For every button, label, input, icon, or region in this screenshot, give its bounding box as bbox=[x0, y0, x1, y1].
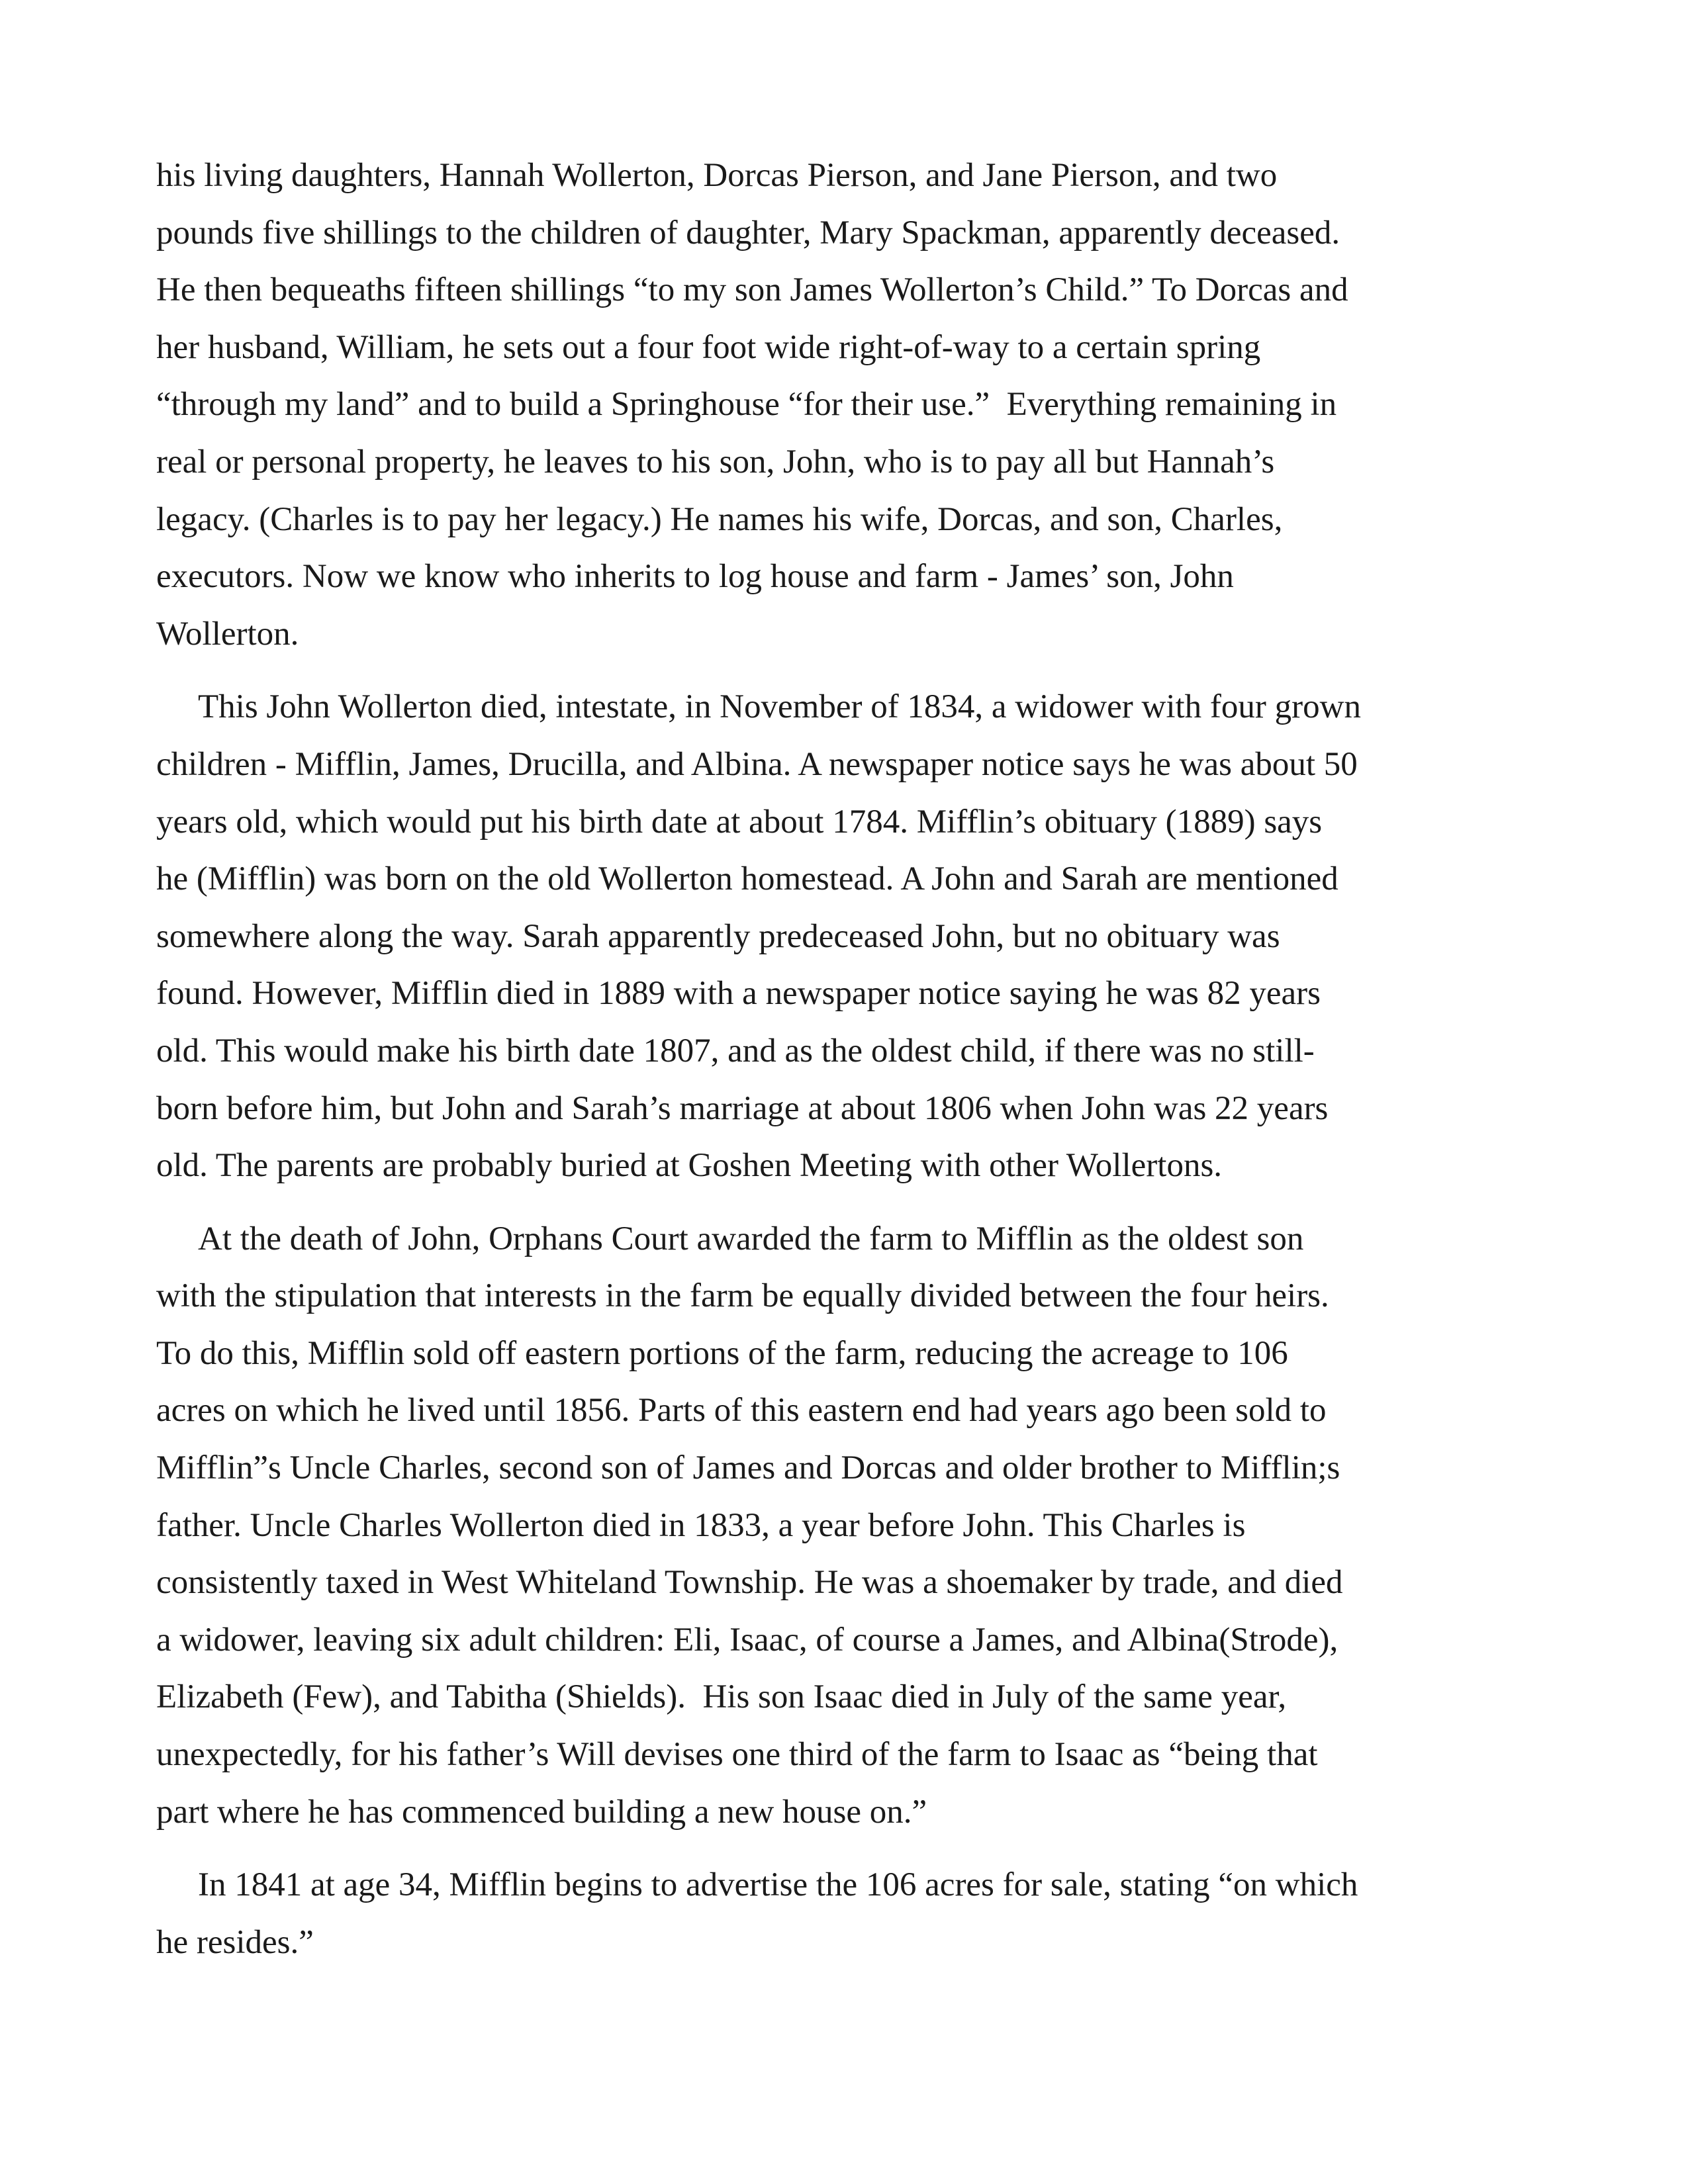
text-line: He then bequeaths fifteen shillings “to my son James Wollerton’s Child.” To Dorcas and bbox=[156, 271, 1348, 309]
text-line: In 1841 at age 34, Mifflin begins to advertise the 106 acres for sale, stating “on which bbox=[198, 1866, 1358, 1904]
text-line: children - Mifflin, James, Drucilla, and Albina. A newspaper notice says he was about 50 bbox=[156, 745, 1358, 783]
text-line: old. This would make his birth date 1807, and as the oldest child, if there was no still- bbox=[156, 1032, 1315, 1069]
text-line: a widower, leaving six adult children: Eli, Isaac, of course a James, and Albina(Strode), bbox=[156, 1621, 1338, 1659]
text-line: consistently taxed in West Whiteland Township. He was a shoemaker by trade, and died bbox=[156, 1564, 1343, 1602]
text-line: found. However, Mifflin died in 1889 with a newspaper notice saying he was 82 years bbox=[156, 975, 1321, 1013]
text-line: Elizabeth (Few), and Tabitha (Shields). His son Isaac died in July of the same year, bbox=[156, 1678, 1287, 1716]
paragraph-3 bbox=[156, 1210, 1536, 1841]
text-line: his living daughters, Hannah Wollerton, Dorcas Pierson, and Jane Pierson, and two bbox=[156, 157, 1278, 194]
text-line: with the stipulation that interests in the farm be equally divided between the four heirs. bbox=[156, 1277, 1329, 1315]
paragraph-4 bbox=[156, 1856, 1536, 1971]
text-line: born before him, but John and Sarah’s marriage at about 1806 when John was 22 years bbox=[156, 1089, 1329, 1127]
paragraph-2 bbox=[156, 678, 1536, 1194]
text-line: “through my land” and to build a Springhouse “for their use.” Everything remaining in bbox=[156, 386, 1337, 424]
text-line: pounds five shillings to the children of daughter, Mary Spackman, apparently deceased. bbox=[156, 214, 1340, 251]
text-line: Mifflin”s Uncle Charles, second son of James and Dorcas and older brother to Mifflin;s bbox=[156, 1449, 1340, 1487]
text-line: somewhere along the way. Sarah apparently predeceased John, but no obituary was bbox=[156, 917, 1280, 955]
text-line: executors. Now we know who inherits to log house and farm - James’ son, John bbox=[156, 558, 1234, 596]
text-line: This John Wollerton died, intestate, in November of 1834, a widower with four grown bbox=[198, 688, 1361, 726]
text-line: old. The parents are probably buried at Goshen Meeting with other Wollertons. bbox=[156, 1147, 1223, 1185]
text-line: her husband, William, he sets out a four foot wide right-of-way to a certain spring bbox=[156, 328, 1261, 366]
text-line: legacy. (Charles is to pay her legacy.) He names his wife, Dorcas, and son, Charles, bbox=[156, 500, 1283, 538]
text-line: acres on which he lived until 1856. Parts of this eastern end had years ago been sold to bbox=[156, 1392, 1327, 1430]
paragraph-1 bbox=[156, 147, 1536, 662]
text-line: father. Uncle Charles Wollerton died in 1833, a year before John. This Charles is bbox=[156, 1506, 1246, 1544]
text-line: real or personal property, he leaves to his son, John, who is to pay all but Hannah’s bbox=[156, 443, 1275, 480]
text-line: part where he has commenced building a new house on.” bbox=[156, 1793, 927, 1831]
text-line: At the death of John, Orphans Court awarded the farm to Mifflin as the oldest son bbox=[198, 1220, 1304, 1257]
text-line: Wollerton. bbox=[156, 615, 299, 653]
text-line: he (Mifflin) was born on the old Wollerton homestead. A John and Sarah are mentioned bbox=[156, 860, 1338, 898]
text-line: To do this, Mifflin sold off eastern portions of the farm, reducing the acreage to 106 bbox=[156, 1334, 1288, 1372]
text-line: he resides.” bbox=[156, 1923, 314, 1961]
text-line: years old, which would put his birth date at about 1784. Mifflin’s obituary (1889) says bbox=[156, 803, 1323, 841]
text-line: unexpectedly, for his father’s Will devises one third of the farm to Isaac as “being that bbox=[156, 1736, 1318, 1774]
document-page bbox=[156, 147, 1536, 1987]
